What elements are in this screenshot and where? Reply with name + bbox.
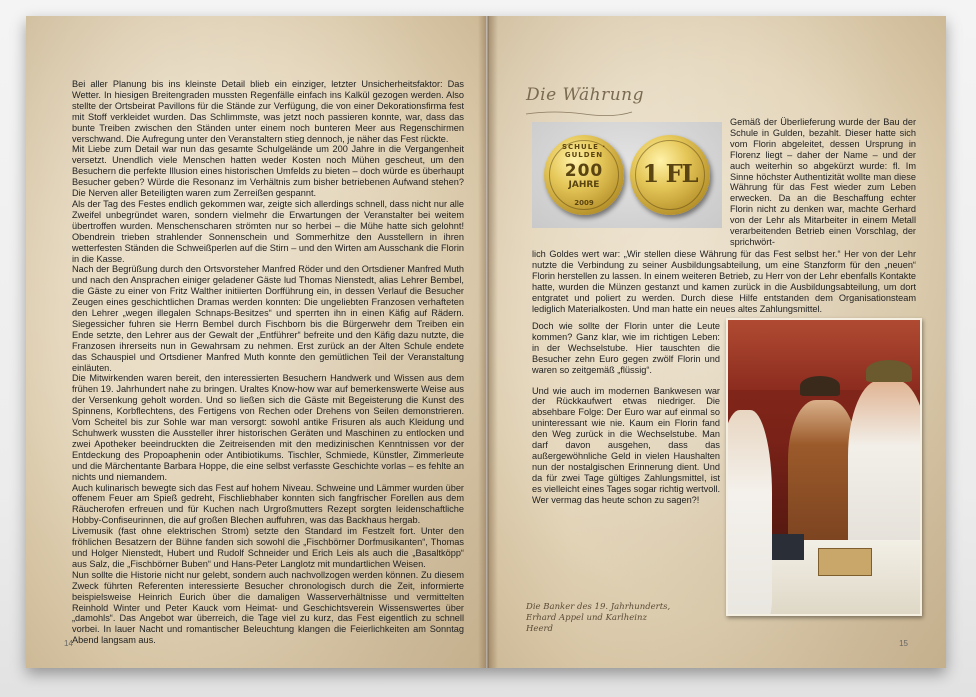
paragraph: Nach der Begrüßung durch den Ortsvorsteher Manfred Röder und den Ortsdiener Manfred Muth und nach den Ansprachen einiger geladener Gäste lud Thomas Nienstedt, alias Lehrer Bembel, die Gäste zu einer von Fritz Walther initiierten Dorfführung ein, in dessen Verlauf die Besucher Zeugen eines geschichtlichen Dramas werden konnten: Die ungeliebten Franzosen verhafteten den Lehrer „wegen illegalen Schnaps-Besitzes“ und sperrten ihn in einen Käfig auf Rädern. Siegessicher fuhren sie Herrn Bembel durch Fischborn bis die Bürgerwehr dem Treiben ein Ende setzte, den Lehrer aus der Gewalt der „Entführer“ befreite und den Käfig dazu nutzte, die Franzosen ihrerseits nun in Gewahrsam zu nehmen. Erst zurück an der Alten Schule endete das Schauspiel und Ortsdiener Manfred Muth konnte den gemütlichen Teil der Veranstaltung einläuten. xyxy=(72,264,464,373)
paragraph: Bei aller Planung bis ins kleinste Detail blieb ein einziger, letzter Unsicherheitsfaktor: Das Wetter. In hiesigen Breitengraden mussten Regenfälle einfach ins Kalkül gezogen werden. Also stellte der Ortsbeirat Pavillons für die Stände zur Verfügung, die von einer Dekorationsfirma fest mit Stoff verkleidet wurden. Das Schlimmste, was jetzt noch passieren konnte, war, dass das bunte Treiben zwischen den Ständen unter einem noch bunteren Meer aus Regenschirmen verschwand. Die Aufregung unter den Veranstaltern stieg dennoch, je näher das Fest rückte. xyxy=(72,79,464,144)
currency-text-top: Gemäß der Überlieferung wurde der Bau der Schule in Gulden, bezahlt. Dieser hatte sich vom Florin abgeleitet, dessen Ursprung in Florenz liegt – daher der Name – und der auch weiterhin so abgekürzt wurde: fl. Im Sinne höchster Authentizität wollte man diese Währung für das Fest wieder zum Leben erwecken. Da an die Beschaffung echter Florin nicht zu denken war, machte Gerhard von der Lehr als Mitarbeiter in einem Metall verarbeitenden Betrieb einen Vorschlag, der sprichwört- xyxy=(730,117,916,247)
coin-value: 1 FL xyxy=(642,159,698,188)
book-gutter xyxy=(478,16,498,668)
paragraph: Und wie auch im modernen Bankwesen war der Rückkaufwert etwas niedriger. Die absehbare Folge: Der Euro war auf einmal so uninteressant wie nie. Kaum ein Florin fand den Weg zurück in die Wechselstube. Man darf davon ausgehen, dass das außergewöhnliche Geld in vielen Haushalten nun der nostalgischen Erinnerung dient. Und da für zwei Tage gültiges Zahlungsmittel, ist es vielleicht eines Tages sogar richtig wertvoll. Wer vermag das heute schon zu sagen?! xyxy=(532,385,720,505)
exchange-text xyxy=(532,321,720,506)
paragraph: Als der Tag des Festes endlich gekommen war, zeigte sich allerdings schnell, dass nicht nur alle Zweifel unbegründet waren, sondern vielmehr die Erwartungen der Veranstalter bei weitem übertroffen wurden. Menschenscharen strömten nur so herbei – die Mühe hatte sich gelohnt! Obendrein trieben strahlender Sonnenschein und Sommerhitze den Ausstellern in ihren wetterfesten Ständen die Schweißperlen auf die Stirn – und den Wirten am Ausschank die Florin in die Kasse. xyxy=(72,198,464,264)
page-number-right: 15 xyxy=(899,639,908,648)
photo-caption: Die Banker des 19. Jahrhunderts, Erhard Appel und Karlheinz Heerd xyxy=(526,602,671,634)
coin-year: 2009 xyxy=(574,199,594,207)
paragraph: Die Mitwirkenden waren bereit, den interessierten Besuchern Handwerk und Wissen aus dem frühen 19. Jahrhundert nahe zu bringen. Uraltes Know-how war auf bemerkenswerte Weise aus der Versenkung geholt worden. Und so ließen sich die Gäste mit Begeisterung die Kunst des Spinnens, Korbflechtens, des Fertigens von Rechen oder Drehens von Seilen demonstrieren. Vom Scheitel bis zur Sohle war man versorgt: sowohl antike Frisuren als auch Kleidung und Schuhwerk wussten die Aussteller ihrer historischen Geräten und Maschinen zu entlocken und zwei Apotheker beeindruckten die Zeitreisenden mit den medizinischen Kenntnissen vor der Entdeckung des Propoaphenin oder Antibiotikums. Tischler, Schmiede, Künstler, Zimmerleute und die Märchentante Barbara Hoppe, die eine selbst verfasste Geschichte vorlas – es fehlte an nichts und niemandem. xyxy=(72,373,464,482)
page-number-left: 14 xyxy=(64,639,73,648)
coin-1-florin xyxy=(630,135,710,215)
paragraph: Livemusik (fast ohne elektrischen Strom) setzte den Standard im Festzelt fort. Unter den fröhlichen Besatzern der Bühne fanden sich sowohl die „Fischbörner Dorfmusikanten“, Thomas und Holger Nienstedt, Hubert und Rudolf Schneider und Erich Leis als auch die „Basaltköpp“ aus Salz, die „Fischbörner Buben“ und Hans-Peter Langlotz mit mundartlichen Weisen. xyxy=(72,526,464,569)
left-page xyxy=(26,16,486,668)
coin-sub: JAHRE xyxy=(568,180,600,190)
magazine-spread xyxy=(26,16,946,668)
bankers-photo xyxy=(726,318,922,616)
paragraph: Auch kulinarisch bewegte sich das Fest auf hohem Niveau. Schweine und Lämmer wurden über offenem Feuer am Spieß gedreht, Fischliebhaber konnten sich fangfrischer Forellen aus dem Räucherofen erfreuen und für Kuchen nach Urgroßmutters Rezept sorgten leidenschaftliche Hobby-Confiseurinnen, die auf großen Blechen auffuhren, was das Backhaus hergab. xyxy=(72,482,464,526)
coin-200-jahre xyxy=(544,135,624,215)
paragraph: Doch wie sollte der Florin unter die Leute kommen? Ganz klar, wie im richtigen Leben: in der Wechselstube. Hier tauschten die Besucher zehn Euro gegen zwölf Florin und waren so zeitgemäß „flüssig“. xyxy=(532,321,720,375)
left-article xyxy=(72,79,464,646)
heading-flourish xyxy=(524,108,634,118)
paragraph: Nun sollte die Historie nicht nur gelebt, sondern auch nachvollzogen werden können. Zu diesem Zweck führten Referenten interessierte Besucher chronologisch durch die Zeit, informierte beispielsweise Heinrich Eurich über die damaligen Wasserverhältnisse und vermittelten Reinhold Winter und Peter Kauck vom Heimat- und Geschichtsverein Wissenswertes über „damohls“. Das Angebot war überreich, die Tage viel zu kurz, das Fest eigentlich zu schnell vorbei. In lauer Nacht und romantischer Beleuchtung klangen die Feierlichkeiten am Sonntag Abend langsam aus. xyxy=(72,569,464,646)
coins-photo xyxy=(532,122,722,228)
paragraph: Mit Liebe zum Detail war nun das gesamte Schulgelände um 200 Jahre in die Vergangenheit versetzt. Unendlich viele Menschen hatten weder Kosten noch Mühen gescheut, um den Besuchern die perfekte Illusion eines historischen Umfelds zu bieten – doch würde es überhaupt Besucher geben? Würde die Resonanz im Verhältnis zum bisher betriebenen Aufwand stehen? Die Nerven aller Beteiligten waren zum Zerreißen gespannt. xyxy=(72,144,464,199)
coin-value: 200 xyxy=(564,161,604,181)
section-heading: Die Währung xyxy=(526,85,645,105)
right-page xyxy=(488,16,946,668)
coin-inscription: SCHULE · GULDEN xyxy=(561,143,607,159)
currency-text-full: lich Goldes wert war: „Wir stellen diese Währung für das Fest selbst her.“ Her von der Lehr nutzte die Verbindung zu seiner Ausbildungsabteilung, um eine Stanzform für den „neuen“ Florin herstellen zu lassen. In einem weiteren Betrieb, zu Herr von der Lehr ebenfalls Kontakte hatte, wurden die Münzen gestanzt und kamen zurück in die Ausbildungsabteilung, um dort entgratet und poliert zu werden. Durch diese Hilfe entstanden dem Organisationsteam lediglich Materialkosten. Und man hatte ein neues altes Zahlungsmittel. xyxy=(532,249,916,314)
